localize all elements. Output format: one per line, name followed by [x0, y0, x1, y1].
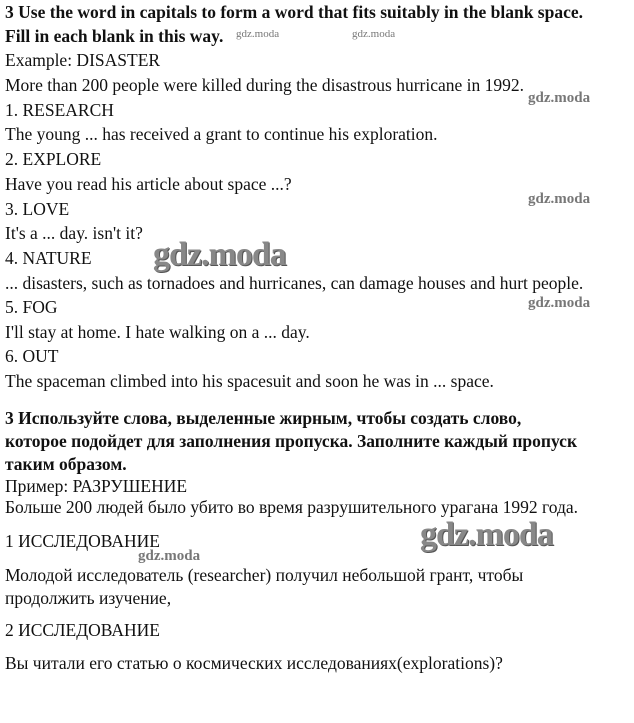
item-word: 4. NATURE — [5, 248, 92, 268]
watermark: gdz.moda — [153, 236, 286, 273]
item-word: 2. EXPLORE — [5, 149, 102, 169]
watermark: gdz.moda — [528, 90, 591, 106]
watermark: gdz.moda — [138, 548, 201, 564]
item-sentence: I'll stay at home. I hate walking on a ... day. — [5, 322, 310, 342]
example-label: Example: DISASTER — [5, 50, 161, 70]
translation-heading: 3 Используйте слова, выделенные жирным, чтобы создать слово, — [5, 408, 522, 428]
item-sentence: Молодой исследователь (researcher) получил небольшой грант, чтобы — [5, 565, 524, 585]
item-sentence: ... disasters, such as tornadoes and hurricanes, can damage houses and hurt people. — [5, 273, 584, 293]
item-word: 5. FOG — [5, 297, 58, 317]
translation-heading-cont: которое подойдет для заполнения пропуска. Заполните каждый пропуск — [5, 431, 578, 451]
item-sentence: Have you read his article about space ...? — [5, 174, 292, 194]
item-word: 1. RESEARCH — [5, 100, 114, 120]
watermark: gdz.moda — [528, 191, 591, 207]
watermark: gdz.moda — [352, 28, 396, 40]
item-sentence: The spaceman climbed into his spacesuit and soon he was in ... space. — [5, 371, 494, 391]
exercise-heading: 3 Use the word in capitals to form a word that fits suitably in the blank space. — [5, 2, 584, 22]
item-word: 2 ИССЛЕДОВАНИЕ — [5, 620, 160, 640]
watermark: gdz.moda — [236, 28, 280, 40]
example-sentence: More than 200 people were killed during the disastrous hurricane in 1992. — [5, 75, 525, 95]
item-sentence: It's a ... day. isn't it? — [5, 223, 143, 243]
example-sentence: Больше 200 людей было убито во время разрушительного урагана 1992 года. — [5, 497, 579, 517]
example-label: Пример: РАЗРУШЕНИЕ — [5, 476, 188, 496]
exercise-heading-cont: Fill in each blank in this way. — [5, 26, 224, 46]
item-word: 6. OUT — [5, 346, 59, 366]
item-sentence-cont: продолжить изучение, — [5, 588, 172, 608]
translation-heading-cont: таким образом. — [5, 454, 127, 474]
item-word: 1 ИССЛЕДОВАНИЕ — [5, 531, 160, 551]
item-sentence: Вы читали его статью о космических исследованиях(explorations)? — [5, 653, 503, 673]
item-word: 3. LOVE — [5, 199, 70, 219]
watermark: gdz.moda — [420, 516, 553, 553]
item-sentence: The young ... has received a grant to continue his exploration. — [5, 124, 438, 144]
watermark: gdz.moda — [528, 295, 591, 311]
